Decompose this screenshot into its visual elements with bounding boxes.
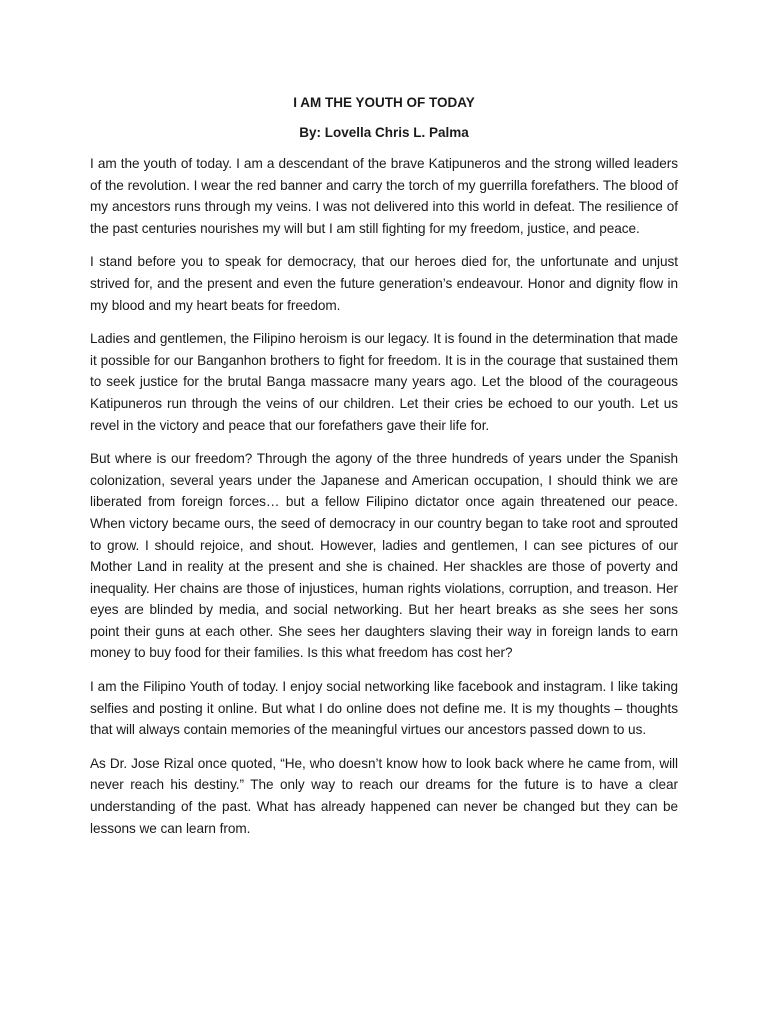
document-byline: By: Lovella Chris L. Palma [299, 125, 469, 140]
paragraph: Ladies and gentlemen, the Filipino heroism is our legacy. It is found in the determination that made it possible for our Banganhon brothers to fight for freedom. It is in the courage that sustained them to seek justice for the brutal Banga massacre many years ago. Let the blood of the courageous Katipuneros run through the veins of our children. Let their cries be echoed to our youth. Let us revel in the victory and peace that our forefathers gave their life for. [90, 331, 678, 433]
paragraph: I stand before you to speak for democracy, that our heroes died for, the unfortunate and unjust strived for, and the present and even the future generation’s endeavour. Honor and dignity flow in my blood and my heart beats for freedom. [90, 254, 678, 313]
document-title: I AM THE YOUTH OF TODAY [293, 95, 475, 110]
paragraph: I am the Filipino Youth of today. I enjoy social networking like facebook and instagram. I like taking selfies and posting it online. But what I do online does not define me. It is my thoughts – thoughts that will always contain memories of the meaningful virtues our ancestors passed down to us. [90, 679, 678, 738]
paragraph: But where is our freedom? Through the agony of the three hundreds of years under the Spanish colonization, several years under the Japanese and American occupation, I should think we are liberated from foreign forces… but a fellow Filipino dictator once again threatened our peace. When victory became ours, the seed of democracy in our country began to take root and sprouted to grow. I should rejoice, and shout. However, ladies and gentlemen, I can see pictures of our Mother Land in reality at the present and she is chained. Her shackles are those of poverty and inequality. Her chains are those of injustices, human rights violations, corruption, and treason. Her eyes are blinded by media, and social networking. But her heart breaks as she sees her sons point their guns at each other. She sees her daughters slaving their way in foreign lands to earn money to buy food for their families. Is this what freedom has cost her? [90, 451, 678, 661]
paragraph: As Dr. Jose Rizal once quoted, “He, who doesn’t know how to look back where he came from, will never reach his destiny.” The only way to reach our dreams for the future is to have a clear understanding of the past. What has already happened can never be changed but they can be lessons we can learn from. [90, 755, 678, 836]
paragraph: I am the youth of today. I am a descendant of the brave Katipuneros and the strong willed leaders of the revolution. I wear the red banner and carry the torch of my guerrilla forefathers. The blood of my ancestors runs through my veins. I was not delivered into this world in defeat. The resilience of the past centuries nourishes my will but I am still fighting for my freedom, justice, and peace. [90, 156, 678, 236]
document-page [90, 94, 678, 851]
